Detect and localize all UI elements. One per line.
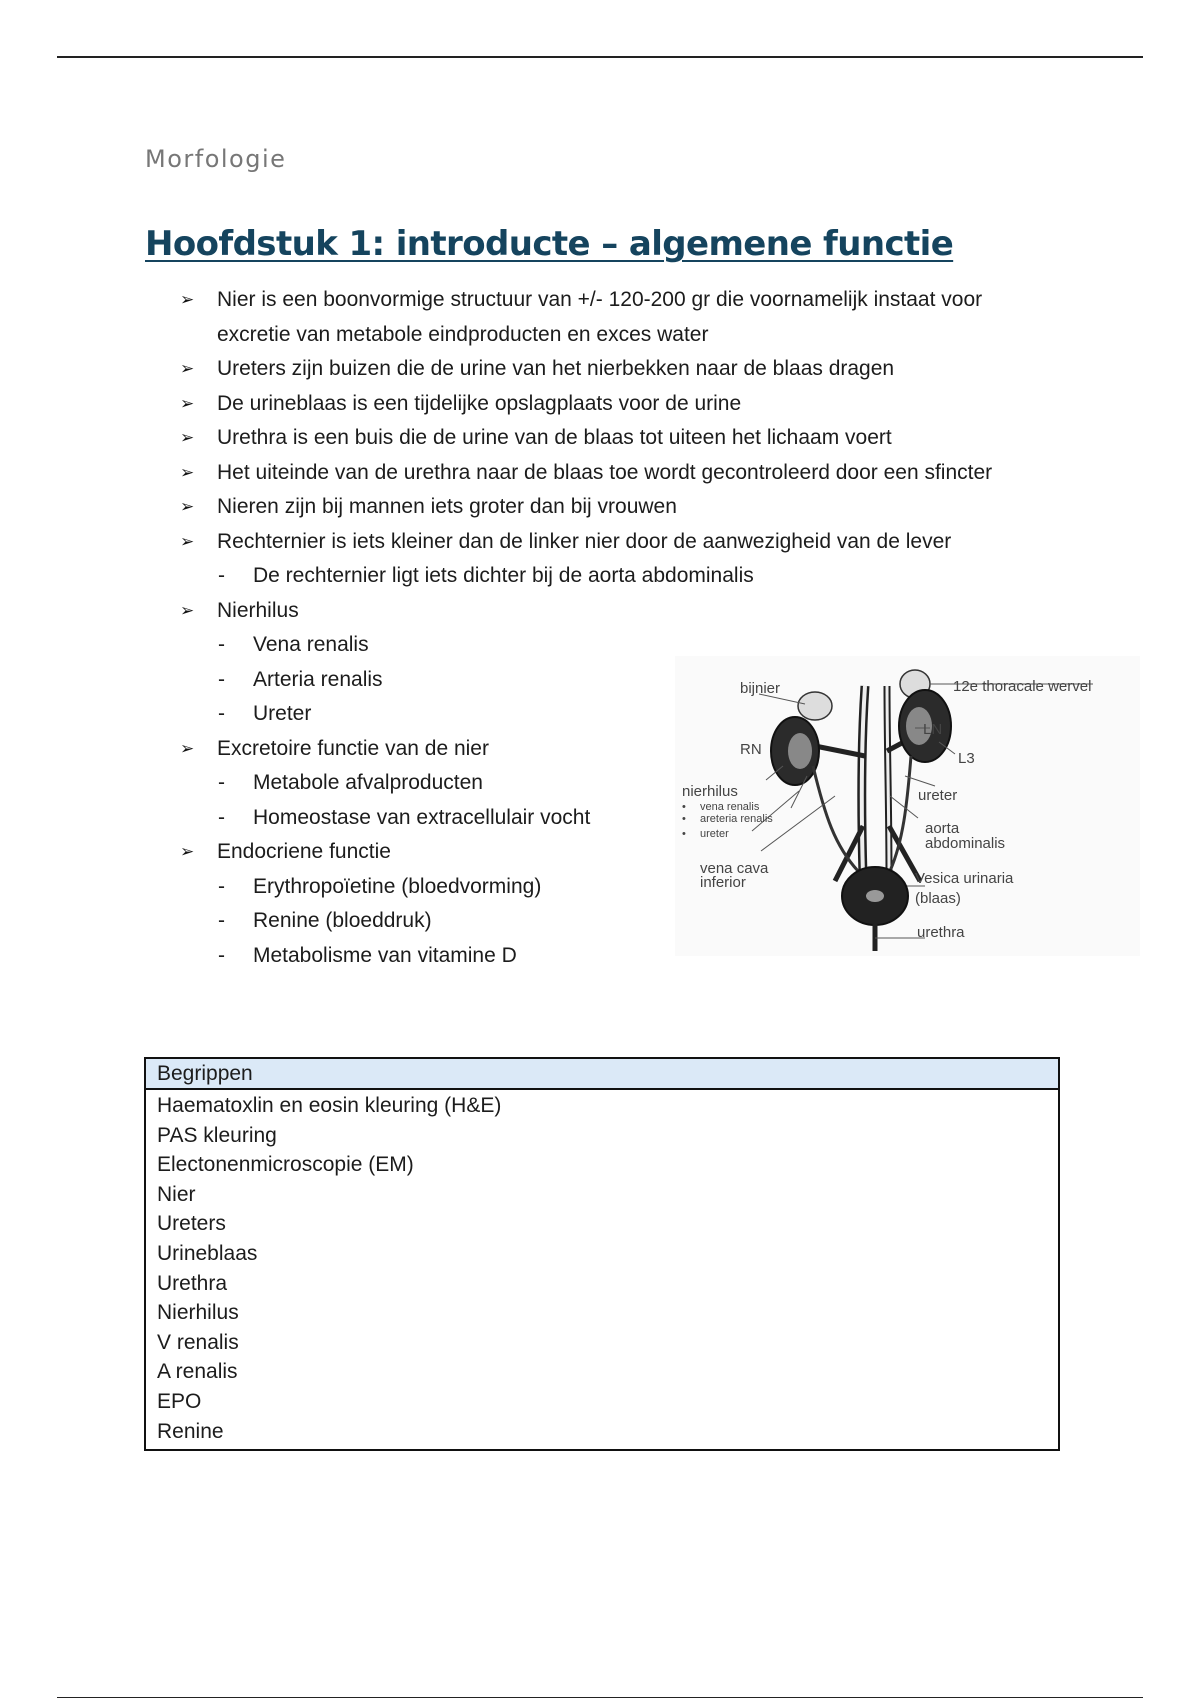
top-rule <box>57 56 1143 58</box>
label-thoracale: 12e thoracale wervel <box>953 678 1092 695</box>
label-aorta-2: abdominalis <box>925 835 1006 852</box>
bottom-rule <box>57 1697 1143 1698</box>
arrow-bullet-icon: ➢ <box>180 738 195 758</box>
page-header-label: Morfologie <box>145 145 287 173</box>
label-vena-renalis: vena renalis <box>700 801 760 813</box>
term-row: Haematoxlin en eosin kleuring (H&E) <box>157 1094 502 1117</box>
sub-bullet-text: De rechternier ligt iets dichter bij de aorta abdominalis <box>253 564 754 587</box>
bullet-item <box>180 352 1050 387</box>
dash-bullet-icon: - <box>218 909 225 932</box>
sub-bullet-text: Erythropoïetine (bloedvorming) <box>253 874 542 898</box>
label-vena-cava-2: inferior <box>700 874 746 891</box>
arrow-bullet-icon: ➢ <box>180 842 195 861</box>
label-areteria-renalis: areteria renalis <box>700 813 773 825</box>
term-row: Urethra <box>157 1271 228 1295</box>
term-row: Nierhilus <box>157 1301 239 1325</box>
left-ureter-shape <box>890 756 911 871</box>
bullet-text: Ureters zijn buizen die de urine van het nierbekken naar de blaas dragen <box>217 357 895 380</box>
urinary-system-diagram <box>675 656 1140 956</box>
bullet-item <box>180 456 1050 491</box>
label-ureter-small-bullet: • <box>682 828 686 840</box>
label-vena-cava-1: vena cava <box>700 860 769 877</box>
term-row: Electonenmicroscopie (EM) <box>157 1153 414 1177</box>
bullet-text: Nier is een boonvormige structuur van +/- 120-200 gr die voornamelijk instaat voor excretie van metabole eindproducten en exces water <box>217 288 983 346</box>
term-row: V renalis <box>157 1330 239 1354</box>
arrow-bullet-icon: ➢ <box>180 462 195 482</box>
dash-bullet-icon: - <box>218 943 225 967</box>
terms-header: Begrippen <box>146 1059 1058 1090</box>
dash-bullet-icon: - <box>218 564 225 587</box>
label-rn: RN <box>740 741 762 758</box>
arrow-bullet-icon: ➢ <box>180 428 195 447</box>
right-adrenal-shape <box>798 692 832 720</box>
chapter-title: Hoofdstuk 1: introducte – algemene functie <box>145 224 954 264</box>
right-renal-vessel <box>815 746 865 756</box>
term-row: Urineblaas <box>157 1241 258 1265</box>
label-vesica-2: (blaas) <box>915 890 961 907</box>
bullet-text: Het uiteinde van de urethra naar de blaas toe wordt gecontroleerd door een sfincter <box>217 460 993 484</box>
dash-bullet-icon: - <box>218 702 225 725</box>
arrow-bullet-icon: ➢ <box>180 393 195 413</box>
sub-bullet-text: Metabolisme van vitamine D <box>253 943 517 967</box>
arrow-bullet-icon: ➢ <box>180 290 195 309</box>
sub-bullet-text: Arteria renalis <box>253 667 383 691</box>
arrow-bullet-icon: ➢ <box>180 600 195 620</box>
sub-bullet-text: Homeostase van extracellulair vocht <box>253 805 591 829</box>
dash-bullet-icon: - <box>218 667 225 691</box>
arrow-bullet-icon: ➢ <box>180 531 195 551</box>
sub-bullet-item <box>180 559 1050 594</box>
term-row: A renalis <box>157 1360 238 1384</box>
term-row: Nier <box>157 1182 196 1206</box>
bullet-item <box>180 594 1050 629</box>
dash-bullet-icon: - <box>218 771 225 794</box>
term-row: EPO <box>157 1389 202 1413</box>
arrow-bullet-icon: ➢ <box>180 497 195 516</box>
label-vesica-1: Vesica urinaria <box>915 870 1014 887</box>
bullet-text: Nierhilus <box>217 598 299 622</box>
dash-bullet-icon: - <box>218 805 225 829</box>
arrow-bullet-icon: ➢ <box>180 359 195 378</box>
bullet-text: Endocriene functie <box>217 840 391 863</box>
label-ureter-small: ureter <box>700 828 729 840</box>
bullet-item <box>180 525 1050 560</box>
sub-bullet-text: Renine (bloeddruk) <box>253 909 432 932</box>
term-row: Ureters <box>157 1212 226 1236</box>
label-l3: L3 <box>958 750 975 767</box>
bullet-item <box>180 283 1050 352</box>
terms-list <box>146 1090 1058 1449</box>
sub-bullet-text: Vena renalis <box>253 633 369 656</box>
label-areteria-renalis-bullet: • <box>682 813 686 825</box>
terms-table <box>144 1057 1060 1451</box>
sub-bullet-text: Metabole afvalproducten <box>253 771 483 794</box>
bullet-text: Nieren zijn bij mannen iets groter dan bij vrouwen <box>217 495 677 518</box>
label-ln: LN <box>923 721 943 738</box>
label-bijnier: bijnier <box>740 680 781 697</box>
label-vena-renalis-bullet: • <box>682 801 686 813</box>
right-ureter-shape <box>813 766 858 871</box>
label-ureter: ureter <box>918 787 958 804</box>
urinary-system-figure <box>675 656 1140 956</box>
sub-bullet-text: Ureter <box>253 702 312 725</box>
dash-bullet-icon: - <box>218 874 225 898</box>
bullet-text: De urineblaas is een tijdelijke opslagplaats voor de urine <box>217 391 742 415</box>
dash-bullet-icon: - <box>218 633 225 656</box>
term-row: Renine <box>157 1419 224 1443</box>
bullet-text: Excretoire functie van de nier <box>217 736 489 760</box>
label-urethra: urethra <box>917 924 965 941</box>
bullet-item <box>180 421 1050 456</box>
bullet-item <box>180 490 1050 525</box>
bullet-item <box>180 387 1050 422</box>
bullet-text: Rechternier is iets kleiner dan de linker nier door de aanwezigheid van de lever <box>217 529 952 553</box>
label-nierhilus: nierhilus <box>682 783 738 800</box>
term-row: PAS kleuring <box>157 1123 277 1147</box>
label-aorta-1: aorta <box>925 820 960 837</box>
bullet-text: Urethra is een buis die de urine van de blaas tot uiteen het lichaam voert <box>217 426 892 449</box>
